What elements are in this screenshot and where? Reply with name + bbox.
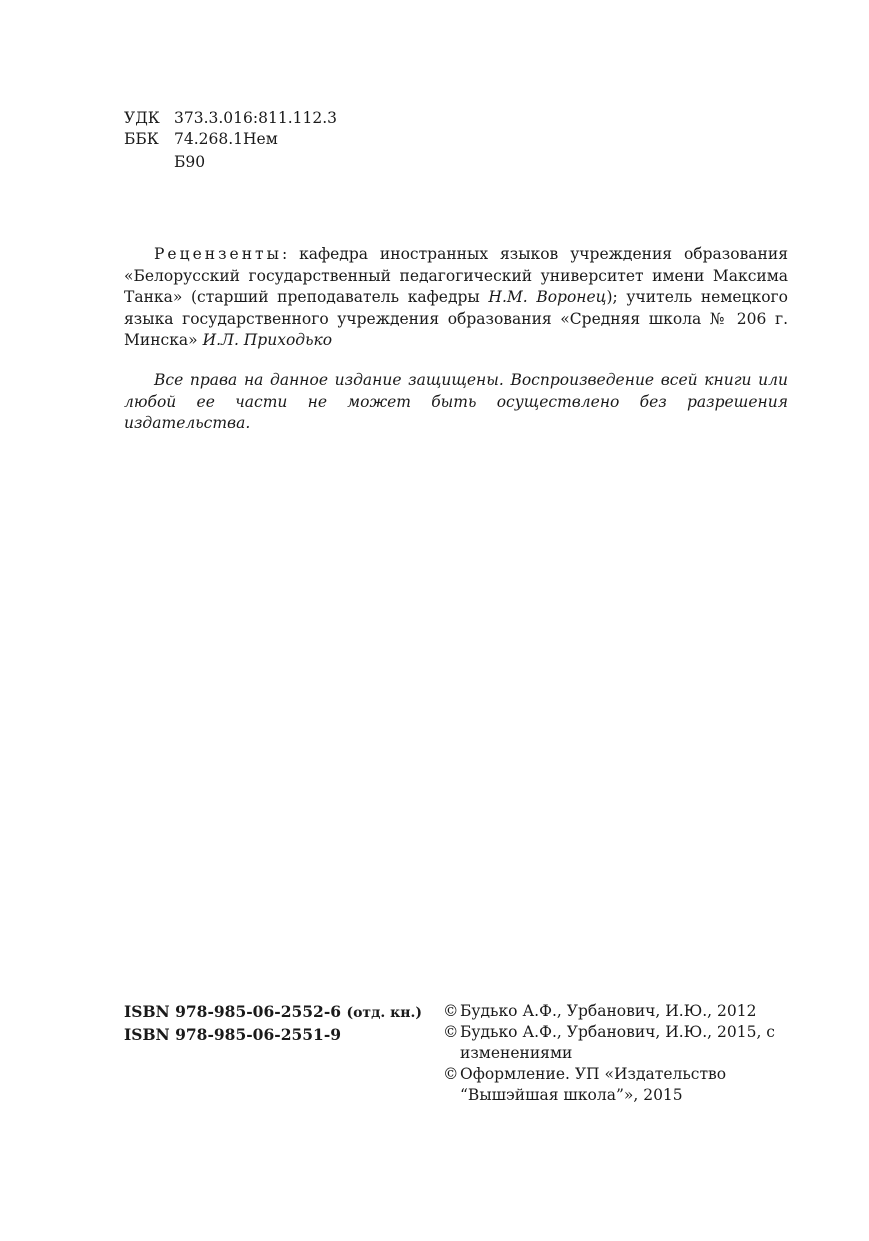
copyright-block (443, 1001, 789, 1106)
reviewers-text-2: ); учитель немецкого языка государственного учреждения образования «Средняя школа № 206 г. Минска» (124, 288, 788, 349)
copyright-text: Оформление. УП «Издательство “Вышэйшая школа”», 2015 (460, 1065, 727, 1104)
copyright-symbol: © (443, 1065, 459, 1083)
copyright-item (443, 1064, 789, 1106)
reviewers-label: Рецензенты (154, 245, 282, 263)
reviewer-name-2: И.Л. Приходько (202, 331, 333, 349)
author-sign: Б90 (174, 153, 206, 171)
rights-notice: Все права на данное издание защищены. Воспроизведение всей книги или любой ее части не может быть осуществлено без разрешения издательства. (124, 371, 788, 432)
isbn-line-1 (124, 1001, 422, 1024)
bbk-value: 74.268.1Нем (174, 130, 278, 148)
isbn-block (124, 1001, 422, 1045)
copyright-text: Будько А.Ф., Урбанович, И.Ю., 2015, с изменениями (460, 1023, 775, 1062)
reviewers-paragraph (124, 244, 788, 352)
isbn-1-note: (отд. кн.) (346, 1005, 423, 1021)
copyright-item (443, 1022, 789, 1064)
isbn-1: ISBN 978-985-06-2552-6 (124, 1002, 342, 1021)
copyright-item (443, 1001, 789, 1022)
copyright-symbol: © (443, 1023, 459, 1041)
reviewer-name-1: Н.М. Воронец (488, 288, 607, 306)
udk-label: УДК (124, 109, 160, 127)
udk-value: 373.3.016:811.112.3 (174, 109, 337, 127)
bbk-row (124, 129, 337, 150)
classification-block (124, 108, 337, 173)
copyright-text: Будько А.Ф., Урбанович, И.Ю., 2012 (460, 1002, 757, 1020)
copyright-symbol: © (443, 1002, 459, 1020)
bbk-label: ББК (124, 130, 159, 148)
reviewers-text-1: : кафедра иностранных языков учреждения образования «Белорусский государственный педагогический университет имени Максима Танка» (старший преподаватель кафедры (124, 245, 788, 306)
isbn-2: ISBN 978-985-06-2551-9 (124, 1025, 342, 1044)
udk-row (124, 108, 337, 129)
